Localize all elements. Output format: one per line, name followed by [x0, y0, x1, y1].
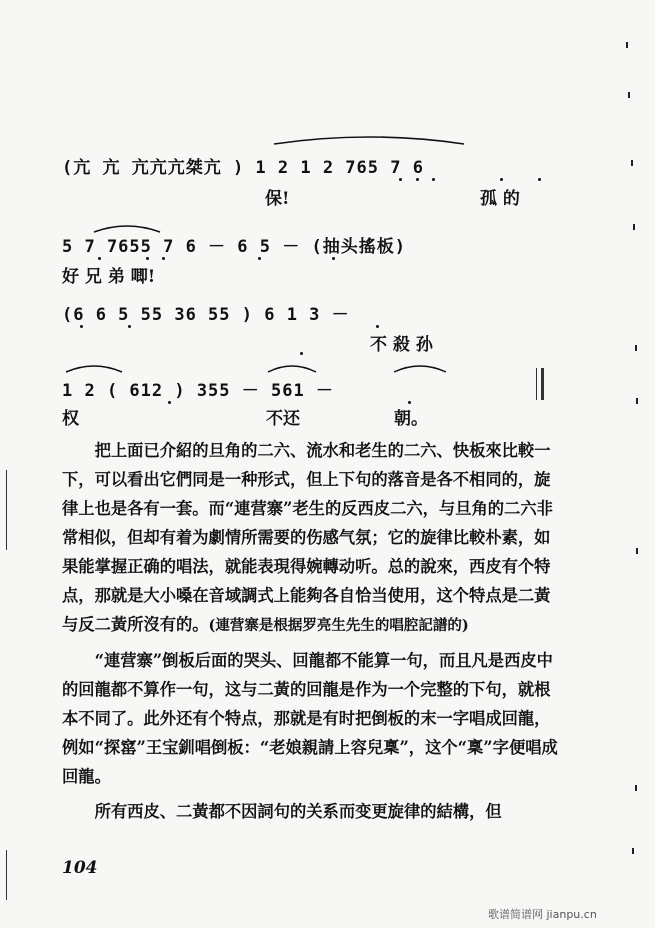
final-barline-thin [536, 368, 537, 400]
watermark: 歌谱简谱网 jianpu.cn [488, 908, 597, 921]
right-margin-mark [628, 92, 630, 98]
right-margin-mark [636, 398, 638, 404]
right-margin-mark [635, 345, 637, 351]
paragraph-2: “連营寨”倒板后面的哭头、回龍都不能算一句，而且凡是西皮中的回龍都不算作一句，这与二黃的回龍是作为一个完整的下句，就根本不同了。此外还有个特点，那就是有时把倒板的末一字唱成回龍，例如“探窰”王宝釧唱倒板：“老娘親請上容兒稟”，这个“稟”字便唱成回龍。 [62, 651, 558, 786]
note-dot [258, 257, 261, 260]
lyric-line-4a: 权 [62, 409, 79, 429]
lyric-line-4b: 不还 [266, 409, 300, 429]
final-barline-thick [541, 368, 544, 400]
page-number: 104 [62, 858, 98, 878]
slur-line4-a [64, 362, 124, 374]
note-dot [416, 178, 419, 181]
score-line-1: (亢 亢 亢亢亢桀亢 ) 1 2 1 2 765 7 6 [62, 158, 424, 178]
lyric-line-1b: 孤 的 [480, 189, 520, 209]
note-dot [300, 352, 303, 355]
score-line-2: 5 7 7655 7 6 － 6 5 － (抽头搖板) [62, 237, 406, 257]
note-dot [80, 325, 83, 328]
slur-line4-c [392, 362, 448, 374]
note-dot [538, 178, 541, 181]
right-margin-mark [633, 224, 635, 230]
paragraph-1: 把上面已介紹的旦角的二六、流水和老生的二六、快板來比較一下，可以看出它們同是一种形式，但上下句的落音是各不相同的，旋律上也是各有一套。而“連营寨”老生的反西皮二六，与旦角的二六非常相似，但却有着为劇情所需要的伤感气氛；它的旋律比較朴素，如果能掌握正确的唱法，就能表現得婉轉动听。总的說來，西皮有个特点，那就是大小嗓在音域調式上能夠各自恰当使用，这个特点是二黃与反二黃所沒有的。(連营寨是根据罗亮生先生的唱腔記譜的) [62, 441, 553, 634]
paragraph-3: 所有西皮、二黃都不因詞句的关系而变更旋律的結構，但 [94, 802, 502, 821]
note-dot [332, 257, 335, 260]
note-dot [399, 178, 402, 181]
note-dot [500, 178, 503, 181]
right-margin-mark [632, 848, 634, 854]
score-line-4: 1 2 ( 612 ) 355 － 561 － [62, 381, 334, 401]
lyric-line-3: 不 殺 孙 [370, 335, 433, 355]
left-margin-mark [6, 850, 7, 900]
note-dot [98, 257, 101, 260]
right-margin-mark [626, 42, 628, 48]
note-dot [146, 257, 149, 260]
note-dot [376, 325, 379, 328]
lyric-line-4c: 朝。 [394, 409, 428, 429]
slur-line1-top [272, 132, 467, 146]
right-margin-mark [636, 548, 638, 554]
lyric-line-2: 好 兄 弟 唧! [62, 267, 156, 287]
right-margin-mark [631, 160, 633, 166]
body-text [62, 436, 562, 826]
slur-line4-b [266, 362, 318, 374]
score-line-3: (6 6 5 55 36 55 ) 6 1 3 － [62, 305, 350, 325]
note-dot [168, 401, 171, 404]
left-margin-mark [6, 470, 7, 550]
note-dot [128, 325, 131, 328]
note-dot [432, 178, 435, 181]
note-dot [162, 257, 165, 260]
score-note: (連营寨是根据罗亮生先生的唱腔記譜的) [208, 617, 469, 634]
right-margin-mark [635, 785, 637, 791]
lyric-line-1a: 保! [265, 189, 290, 209]
